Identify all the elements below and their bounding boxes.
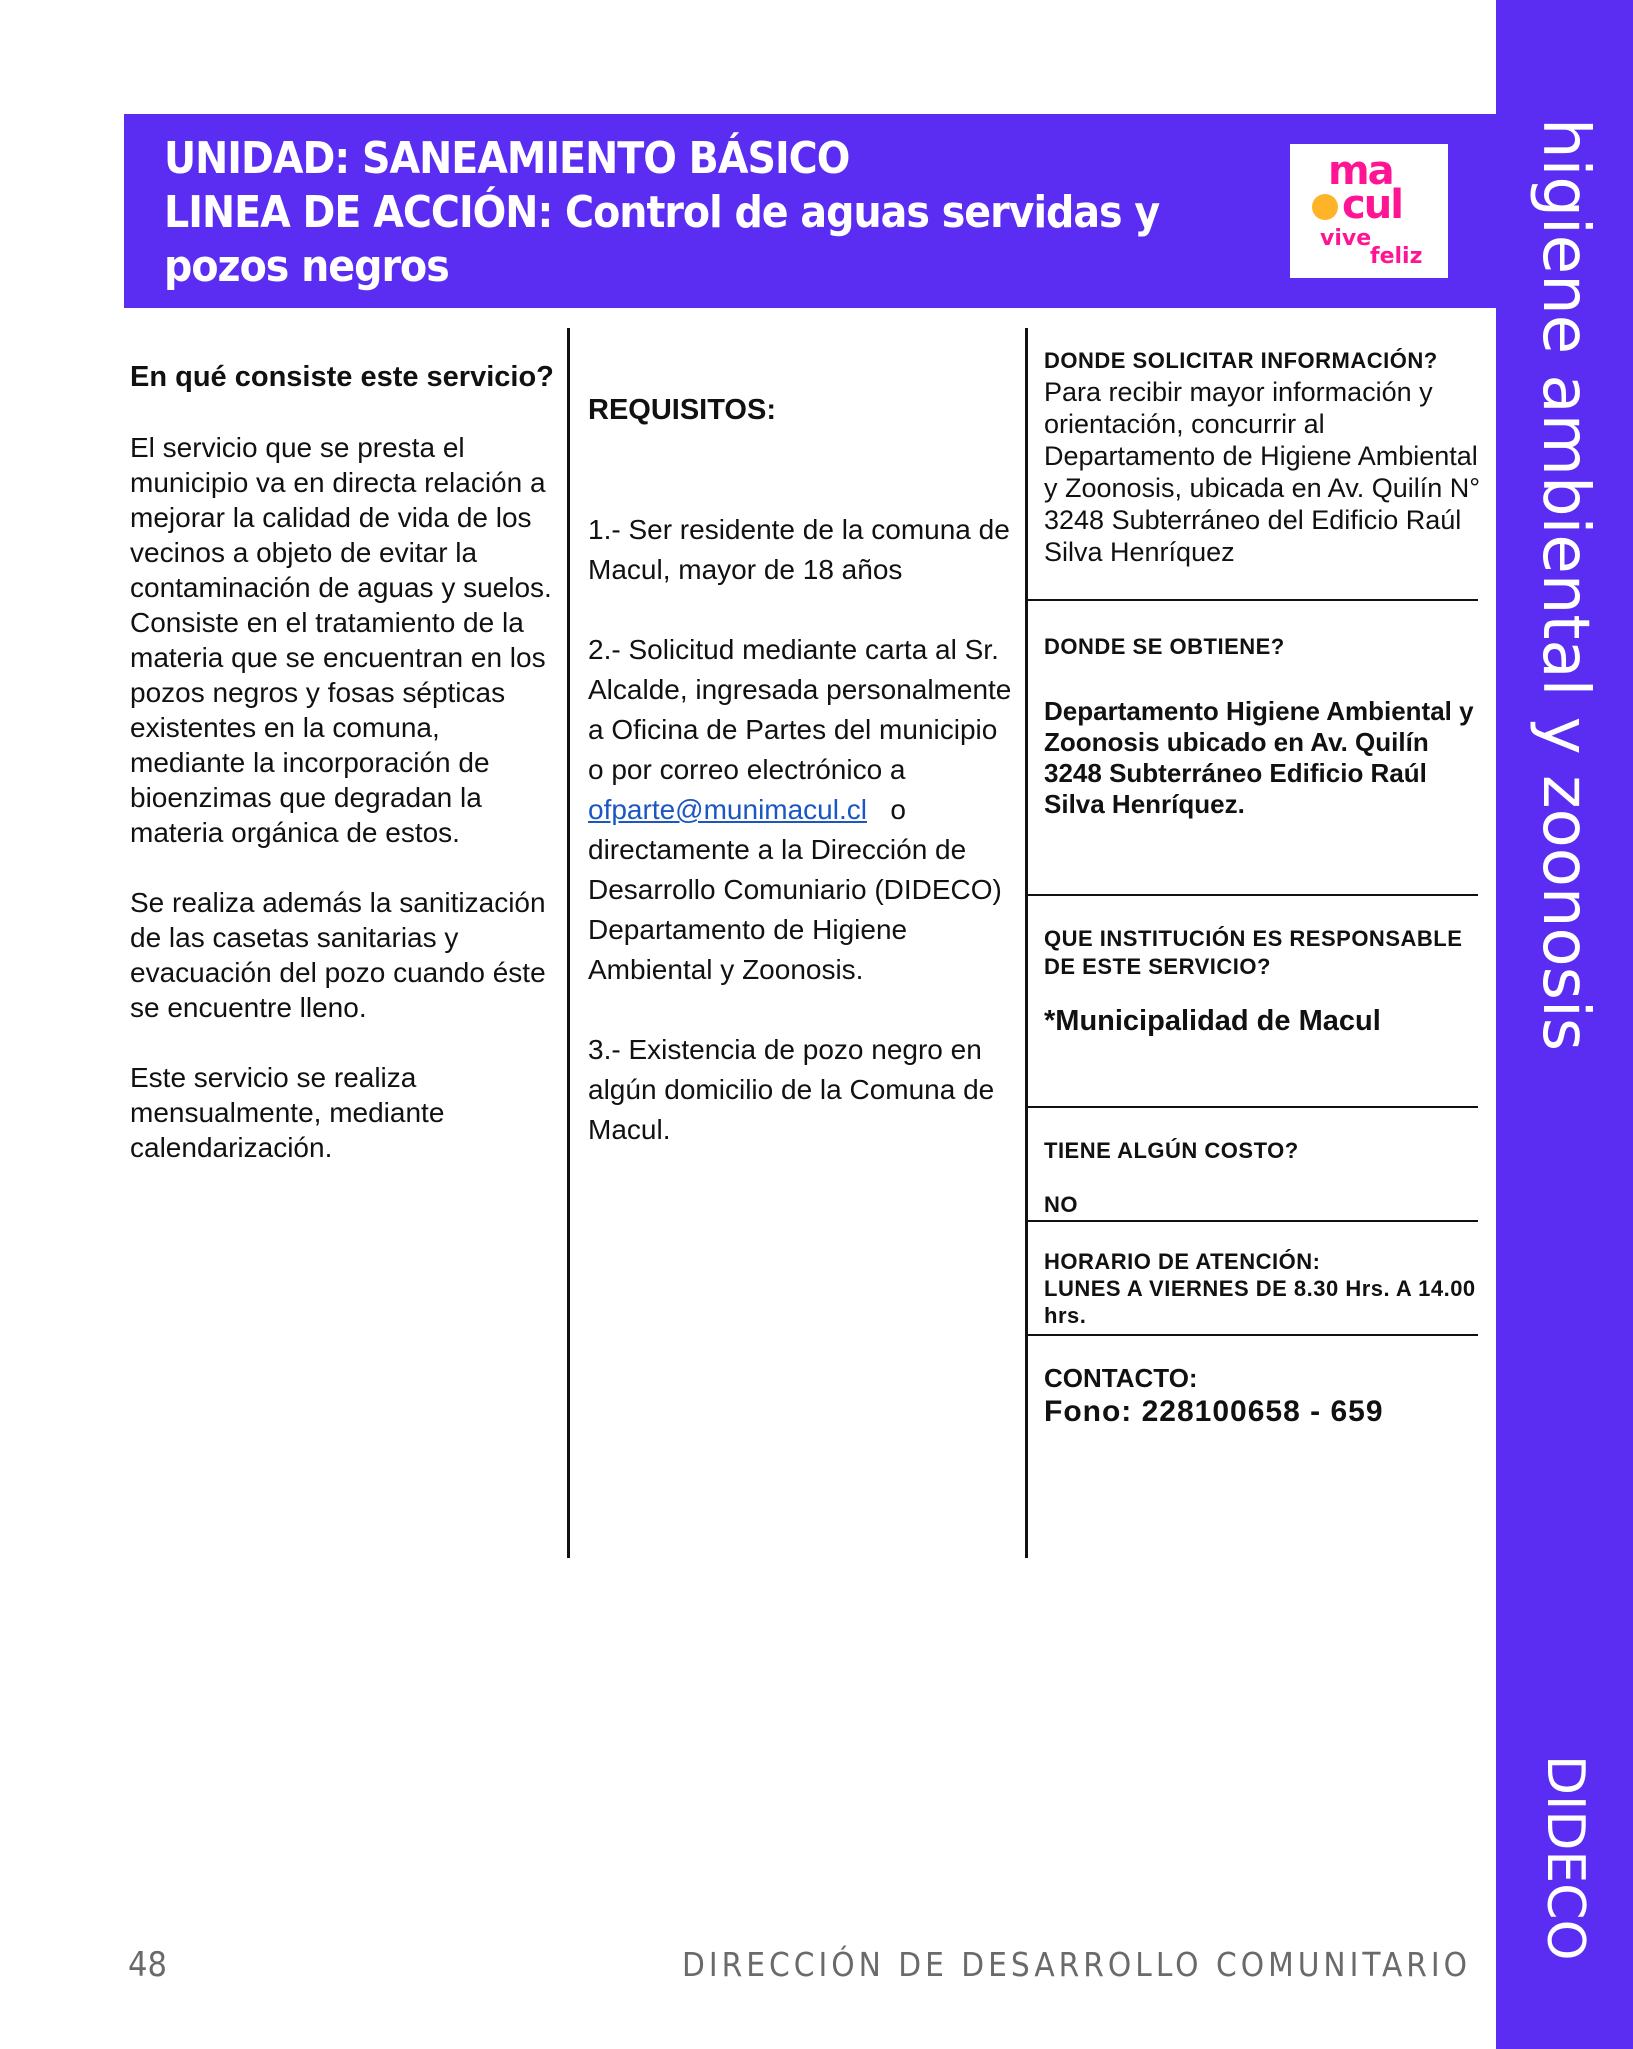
institution-section <box>1044 925 1484 1038</box>
requirement-2-text-after: o directamente a la Dirección de Desarrollo Comuniario (DIDECO) Departamento de Higiene Ambiental y Zoonosis. <box>588 794 1002 985</box>
info-section <box>1044 346 1484 568</box>
side-section-title: higiene ambiental y zoonosis <box>1528 118 1602 1052</box>
hours-heading: HORARIO DE ATENCIÓN: <box>1044 1249 1321 1274</box>
obtain-heading: DONDE SE OBTIENE? <box>1044 634 1285 659</box>
obtain-section <box>1044 632 1484 820</box>
contact-heading: CONTACTO: <box>1044 1363 1198 1393</box>
service-paragraph-3: Este servicio se realiza mensualmente, mediante calendarización. <box>130 1062 445 1163</box>
column-divider-1 <box>567 328 570 1558</box>
email-link[interactable]: ofparte@munimacul.cl <box>588 794 867 825</box>
requirement-3: 3.- Existencia de pozo negro en algún domicilio de la Comuna de Macul. <box>588 1034 995 1145</box>
side-dideco-label: DIDECO <box>1535 1755 1595 1961</box>
requirements <box>588 358 1013 1150</box>
action-line-title: LINEA DE ACCIÓN: Control de aguas servidas y pozos negros <box>164 187 1160 292</box>
hours-text: LUNES A VIERNES DE 8.30 Hrs. A 14.00 hrs. <box>1044 1276 1476 1328</box>
requirement-2-text: 2.- Solicitud mediante carta al Sr. Alcalde, ingresada personalmente a Oficina de Partes del municipio o por correo electrónico a <box>588 634 1012 785</box>
service-paragraph-1: El servicio que se presta el municipio va en directa relación a mejorar la calidad de vida de los vecinos a objeto de evitar la contaminación de aguas y suelos. Consiste en el tratamiento de la materia que se encuentran en los pozos negros y fosas sépticas existentes en la comuna, mediante la incorporación de bioenzimas que degradan la materia orgánica de estos. <box>130 432 552 848</box>
service-paragraph-2: Se realiza además la sanitización de las casetas sanitarias y evacuación del pozo cuando éste se encuentre lleno. <box>130 887 546 1023</box>
smiley-icon <box>1312 194 1338 220</box>
divider <box>1027 599 1478 601</box>
header-title <box>164 132 1184 294</box>
footer-title: DIRECCIÓN DE DESARROLLO COMUNITARIO <box>682 1945 1471 1984</box>
cost-section <box>1044 1136 1484 1220</box>
divider <box>1027 1334 1478 1336</box>
info-text: Para recibir mayor información y orientación, concurrir al Departamento de Higiene Ambiental y Zoonosis, ubicada en Av. Quilín N° 3248 Subterráneo del Edificio Raúl Silva Henríquez <box>1044 377 1481 567</box>
contact-section <box>1044 1362 1484 1430</box>
logo-text-3: vive <box>1320 226 1372 251</box>
unit-title: UNIDAD: SANEAMIENTO BÁSICO <box>164 133 850 184</box>
page-number: 48 <box>128 1945 167 1985</box>
macul-logo <box>1290 144 1448 278</box>
info-heading: DONDE SOLICITAR INFORMACIÓN? <box>1044 348 1438 373</box>
service-heading: En qué consiste este servicio? <box>130 361 554 393</box>
institution-text: *Municipalidad de Macul <box>1044 1005 1381 1037</box>
institution-heading: QUE INSTITUCIÓN ES RESPONSABLE DE ESTE SERVICIO? <box>1044 926 1463 979</box>
contact-phone: Fono: 228100658 - 659 <box>1044 1395 1384 1428</box>
logo-text-1: ma <box>1328 148 1393 194</box>
divider <box>1027 1106 1478 1108</box>
column-divider-2 <box>1025 328 1028 1558</box>
cost-heading: TIENE ALGÚN COSTO? <box>1044 1138 1299 1163</box>
obtain-text: Departamento Higiene Ambiental y Zoonosis ubicado en Av. Quilín 3248 Subterráneo Edificio Raúl Silva Henríquez. <box>1044 696 1474 819</box>
logo-text-4: feliz <box>1370 244 1423 269</box>
service-description <box>130 358 555 1165</box>
logo-text-2: cul <box>1342 182 1402 228</box>
hours-section <box>1044 1248 1484 1329</box>
divider <box>1027 1220 1478 1222</box>
divider <box>1027 894 1478 896</box>
requirement-2 <box>588 630 1013 990</box>
cost-value: NO <box>1044 1192 1078 1217</box>
requirement-1: 1.- Ser residente de la comuna de Macul, mayor de 18 años <box>588 514 1010 585</box>
requirements-heading: REQUISITOS: <box>588 394 776 426</box>
header-banner <box>124 114 1496 308</box>
